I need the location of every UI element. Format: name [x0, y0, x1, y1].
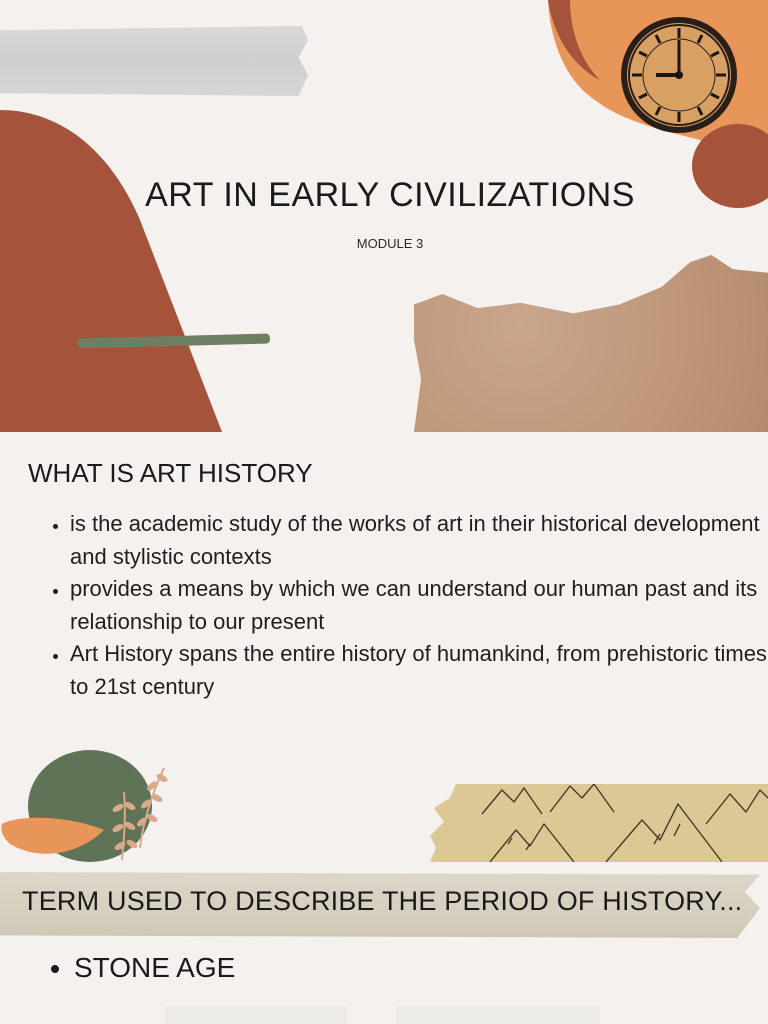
stone-artifacts-image	[396, 1006, 600, 1024]
mountain-sketch-icon	[430, 784, 768, 862]
kraft-paper-scrap	[414, 255, 768, 432]
section-heading-period: TERM USED TO DESCRIBE THE PERIOD OF HISTORY...	[22, 886, 743, 916]
page-subtitle: MODULE 3	[356, 236, 424, 251]
period-list	[50, 952, 235, 984]
leaf-branch-icon	[0, 748, 180, 863]
list-item: • STONE AGE	[74, 952, 235, 984]
washi-tape-strip	[0, 26, 308, 96]
art-history-bullet-list	[46, 508, 768, 703]
rust-arch-shape	[0, 110, 230, 432]
list-item: • Art History spans the entire history of humankind, from prehistoric times to 21st century	[70, 638, 768, 703]
list-item: • is the academic study of the works of art in their historical development and stylistic contexts	[70, 508, 768, 573]
page-title: ART IN EARLY CIVILIZATIONS	[145, 176, 635, 214]
stone-tools-image	[165, 1006, 347, 1024]
section-heading-art-history: WHAT IS ART HISTORY	[28, 458, 313, 488]
list-item: • provides a means by which we can understand our human past and its relationship to our present	[70, 573, 768, 638]
clock-icon	[618, 14, 740, 136]
